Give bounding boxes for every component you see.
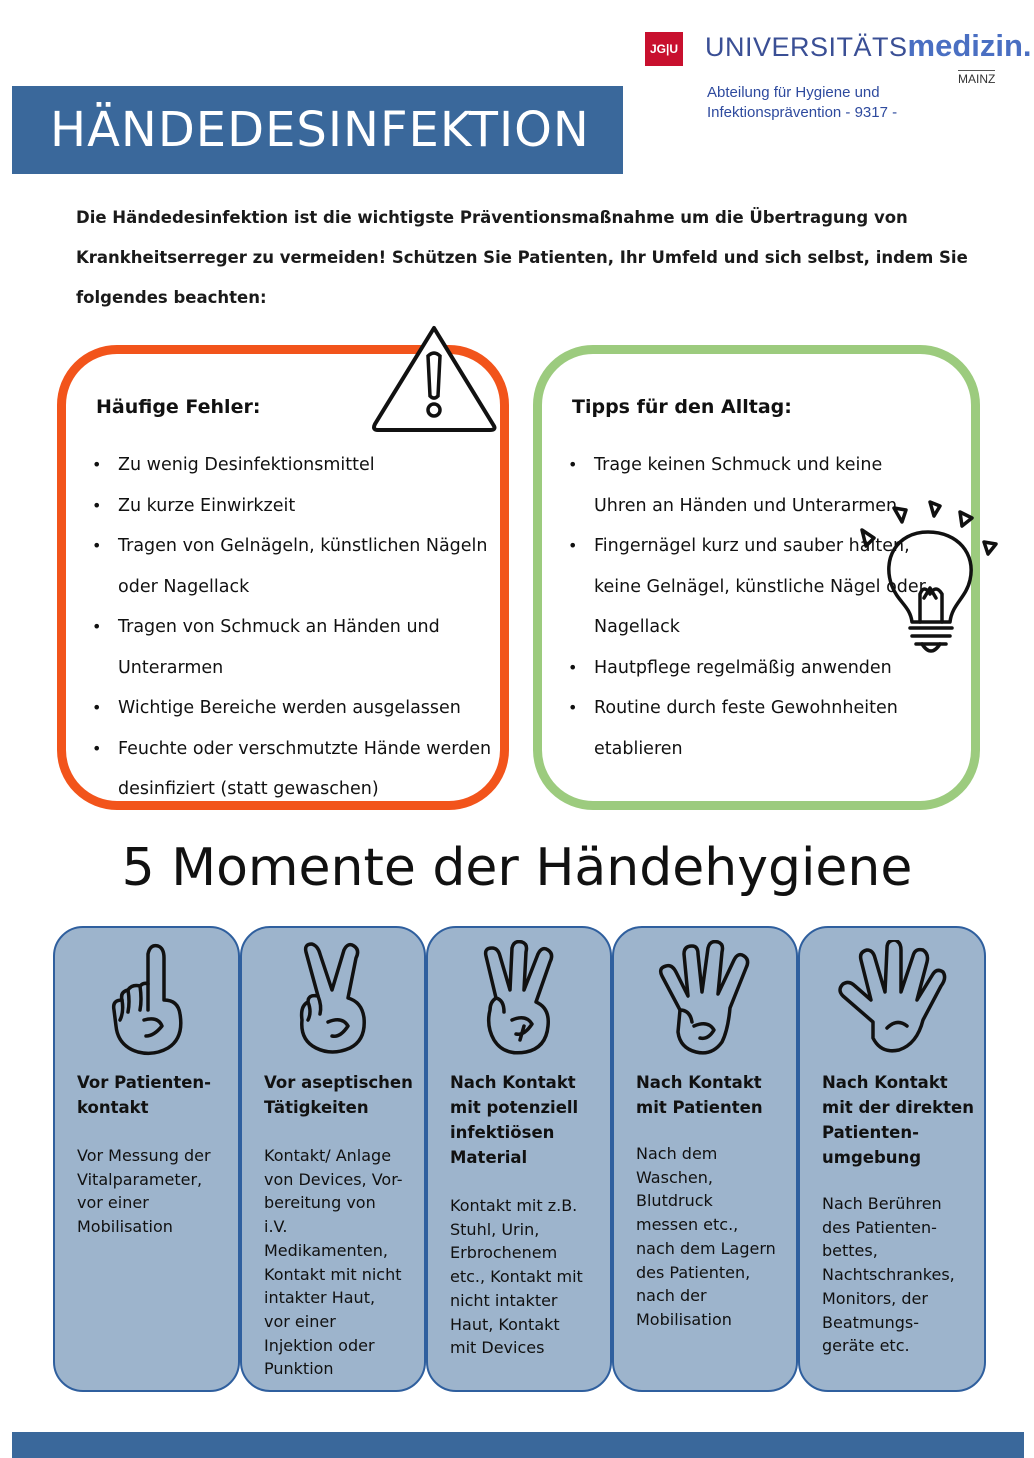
errors-list [92, 445, 492, 810]
moment-card-5 [798, 926, 986, 1392]
department-label [707, 83, 897, 123]
footer-bar [12, 1432, 1024, 1458]
errors-item: • Zu kurze Einwirkzeit [92, 486, 492, 527]
moment-card-4 [612, 926, 798, 1392]
warning-triangle-icon [368, 322, 500, 434]
light-bulb-icon [858, 498, 1003, 663]
dept-line-1: Abteilung für Hygiene und [707, 84, 880, 101]
moment-1-desc: Vor Messung der Vitalparameter, vor einer Mobilisation [77, 1146, 211, 1237]
intro-text: Die Händedesinfektion ist die wichtigste Präventionsmaßnahme um die Übertragung von Krankheitserreger zu vermeiden! Schützen Sie Patienten, Ihr Umfeld und sich selbst, indem Sie folgendes beachten: [76, 208, 968, 307]
errors-item: • Zu wenig Desinfektionsmittel [92, 445, 492, 486]
moment-1-title: Vor Patienten- kontakt [77, 1073, 212, 1117]
moment-card-1 [53, 926, 240, 1392]
moment-3-title: Nach Kontakt mit potenziell infektiösen Material [450, 1073, 579, 1167]
tips-item: • Fingernägel kurz und sauber halten, keine Gelnägel, künstliche Nägel oder Nagellack [568, 526, 938, 648]
jgu-logo-badge: JG|U [645, 32, 683, 66]
hand-four-fingers-icon [650, 940, 760, 1058]
moment-5-desc: Nach Berühren des Patienten- bettes, Nachtschrankes, Monitors, der Beatmungs- geräte etc. [822, 1194, 955, 1356]
tips-item: • Hautpflege regelmäßig anwenden [568, 648, 938, 689]
university-logo-text [705, 28, 1032, 64]
logo-city: MAINZ [958, 72, 996, 86]
moment-4-title: Nach Kontakt mit Patienten [636, 1073, 763, 1117]
hand-three-fingers-icon [464, 940, 574, 1058]
moment-card-2 [240, 926, 426, 1392]
tips-item: • Trage keinen Schmuck und keine Uhren an Händen und Unterarmen [568, 445, 938, 526]
errors-item: • Tragen von Schmuck an Händen und Unterarmen [92, 607, 492, 688]
hand-two-fingers-icon [278, 940, 388, 1058]
moment-3-desc: Kontakt mit z.B. Stuhl, Urin, Erbrochenem etc., Kontakt mit nicht intakter Haut, Kontakt mit Devices [450, 1196, 583, 1358]
moment-5-title: Nach Kontakt mit der direkten Patienten- umgebung [822, 1073, 974, 1167]
tips-title: Tipps für den Alltag: [572, 396, 792, 418]
errors-item: • Tragen von Gelnägeln, künstlichen Nägeln oder Nagellack [92, 526, 492, 607]
dept-line-2: Infektionsprävention - 9317 - [707, 104, 898, 121]
moment-4-desc: Nach dem Waschen, Blutdruck messen etc., nach dem Lagern des Patienten, nach der Mobilisation [636, 1144, 776, 1329]
errors-item: • Feuchte oder verschmutzte Hände werden desinfiziert (statt gewaschen) [92, 729, 492, 810]
moment-2-desc: Kontakt/ Anlage von Devices, Vor- bereitung von i.V. Medikamenten, Kontakt mit nicht intakter Haut, vor einer Injektion oder Punktion [264, 1146, 403, 1379]
moment-2-title: Vor aseptischen Tätigkeiten [264, 1073, 413, 1117]
errors-item: • Wichtige Bereiche werden ausgelassen [92, 688, 492, 729]
logo-bold-text: medizin. [907, 28, 1032, 63]
moments-title: 5 Momente der Händehygiene [121, 838, 913, 898]
hand-five-fingers-icon [837, 940, 947, 1058]
logo-light-text: UNIVERSITÄTS [705, 32, 908, 62]
page-title: HÄNDEDESINFEKTION [12, 86, 623, 174]
hand-one-finger-icon [92, 940, 202, 1058]
errors-title: Häufige Fehler: [96, 396, 261, 418]
tips-item: • Routine durch feste Gewohnheiten etablieren [568, 688, 938, 769]
moment-card-3 [426, 926, 612, 1392]
